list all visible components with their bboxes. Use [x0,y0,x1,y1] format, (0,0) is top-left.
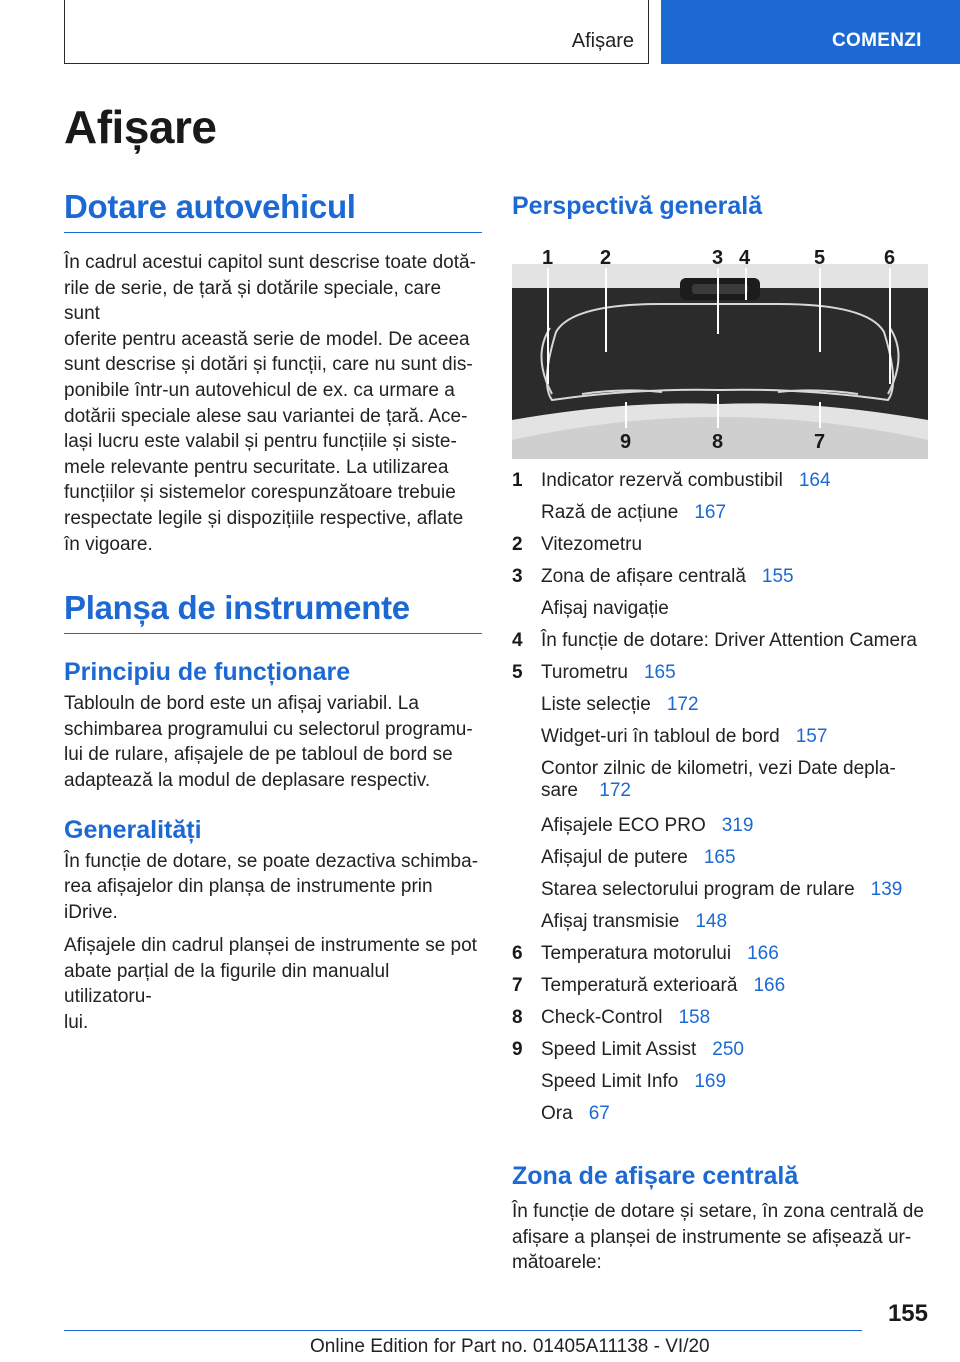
legend-num: 7 [512,975,523,996]
text-line: respectate legile și dispozițiile respective, aflate [64,507,464,529]
text-line: lui de rulare, afișajele de pe tabloul de bord se [64,744,453,766]
legend-num: 9 [512,1039,523,1060]
header-section-box [64,0,649,64]
page-title: Afișare [64,101,217,153]
text-line: rea afișajelor din planșa de instrumente prin [64,876,433,898]
legend-text: Speed Limit Info [541,1071,679,1092]
page-ref-link[interactable]: 155 [761,566,794,587]
legend-text: Indicator rezervă combustibil [541,470,783,491]
callout-5: 5 [814,247,826,269]
page-ref-link[interactable]: 167 [694,502,727,523]
cluster-body [512,288,928,420]
legend-text: Afișajul de putere [541,847,688,868]
text-line: abate parțial de la figurile din manualul utilizatoru‐ [64,960,390,1008]
page-ref-link[interactable]: 165 [643,662,676,683]
text-line: afișare a planșei de instrumente se afișează ur‐ [512,1226,912,1248]
legend-row [512,694,932,726]
legend-text: Starea selectorului program de rulare [541,879,855,900]
legend-num: 3 [512,566,523,587]
legend-num: 8 [512,1007,523,1028]
legend-text: În funcție de dotare: Driver Attention Camera [541,630,917,651]
legend-row [512,502,932,534]
paragraph-principiu [64,691,482,793]
heading-perspectiva: Perspectivă generală [512,192,763,220]
legend-row [512,943,932,975]
left-column [64,188,482,1036]
legend-row [512,534,932,566]
legend-text: Turometru [541,662,628,683]
callout-6: 6 [884,247,896,269]
header-tab-label[interactable]: COMENZI [832,30,922,51]
legend-row [512,662,932,694]
legend-text: Widget-uri în tabloul de bord [541,726,780,747]
legend-row [512,1071,932,1103]
legend-text: Contor zilnic de kilometri, vezi Date depla‐ [541,758,896,779]
page-ref-link[interactable]: 165 [703,847,736,868]
page-ref-link[interactable]: 166 [753,975,786,996]
text-line: lași lucru este valabil și pentru funcțiile și siste‐ [64,431,457,453]
heading-generalitati: Generalități [64,815,202,844]
legend-text: Speed Limit Assist [541,1039,697,1060]
callout-8: 8 [712,431,724,453]
text-line: schimbarea programului cu selectorul programu‐ [64,718,473,740]
text-line: lui. [64,1012,89,1034]
legend-row [512,879,932,911]
legend-row [512,470,932,502]
camera-lens [692,284,748,294]
legend-text: Afișaj transmisie [541,911,680,932]
callout-2: 2 [600,247,612,269]
legend-text: Afișajele ECO PRO [541,815,706,836]
legend-row [512,975,932,1007]
paragraph-generalitati-1 [64,849,482,926]
legend-row [512,1007,932,1039]
heading-plansa: Planșa de instrumente [64,589,482,634]
legend-text: Zona de afișare centrală [541,566,746,587]
legend-text: Afișaj navigație [541,598,669,619]
legend-row [512,598,932,630]
legend-text: Vitezometru [541,534,643,555]
text-line: În funcție de dotare, se poate dezactiva schimba‐ [64,850,479,872]
legend-num: 1 [512,470,523,491]
legend-text-multiline [541,758,896,802]
page-ref-link[interactable]: 250 [712,1039,744,1060]
page-ref-link[interactable]: 139 [870,879,903,900]
callout-1: 1 [542,247,554,269]
legend-row [512,815,932,847]
text-line: funcțiilor și sistemelor corespunzătoare trebuie [64,482,456,504]
legend-row [512,758,932,815]
callout-7: 7 [814,431,826,453]
text-line: mele relevante pentru securitate. La utilizarea [64,456,449,478]
text-line: în vigoare. [64,533,153,555]
legend-text: sare [541,780,578,801]
callout-3: 3 [712,247,724,269]
page-ref-link[interactable]: 164 [798,470,831,491]
legend-row [512,847,932,879]
right-column-heading [512,192,932,221]
legend-num: 2 [512,534,523,555]
legend-num: 6 [512,943,523,964]
heading-principiu: Principiu de funcționare [64,658,351,687]
legend-row [512,726,932,758]
text-line: adaptează la modul de deplasare respectiv. [64,769,431,791]
instrument-cluster-illustration [512,244,928,459]
text-line: sunt descrise și dotări și funcții, care nu sunt dis‐ [64,354,473,376]
paragraph-zona [512,1199,932,1276]
text-line: mătoarele: [512,1252,602,1274]
legend-text: Temperatura motorului [541,943,732,964]
paragraph-generalitati-2 [64,933,482,1035]
paragraph-dotare [64,250,482,557]
legend-text: Temperatură exterioară [541,975,738,996]
zona-section [512,1162,932,1276]
page-ref-link[interactable]: 319 [721,815,754,836]
legend-row [512,1039,932,1071]
legend-row [512,566,932,598]
text-line: În funcție de dotare și setare, în zona centrală de [512,1201,924,1222]
page-number: 155 [887,1300,928,1327]
text-line: În cadrul acestui capitol sunt descrise toate dotă‐ [64,252,476,273]
footer-divider [64,1330,862,1331]
page-ref-link[interactable]: 148 [695,911,728,932]
legend-text: Rază de acțiune [541,502,679,523]
text-line: oferite pentru această serie de model. De aceea [64,328,470,350]
legend-row [512,630,932,662]
page-ref-link[interactable]: 67 [588,1103,610,1124]
heading-zona: Zona de afișare centrală [512,1162,799,1190]
text-line: rile de serie, de țară și dotările speciale, care sunt [64,277,442,325]
page-ref-link[interactable]: 172 [599,780,631,801]
text-line: ponibile într-un autovehicul de ex. ca urmare a [64,379,455,401]
callout-4: 4 [739,247,751,269]
header-section-title: Afișare [571,30,634,52]
text-line: Afișajele din cadrul planșei de instrumente se pot [64,935,477,957]
legend-num: 5 [512,662,523,683]
callout-9: 9 [620,431,632,453]
footer-edition: Online Edition for Part no. 01405A11138 - VI/20 [310,1336,710,1357]
text-line: Tablouln de bord este un afișaj variabil. La [64,693,419,715]
heading-dotare: Dotare autovehicul [64,188,482,233]
legend-list [512,470,932,1135]
text-line: iDrive. [64,901,118,923]
page-ref-link[interactable]: 166 [747,943,779,964]
legend-text: Ora [541,1103,573,1124]
legend-num: 4 [512,630,523,651]
legend-text: Liste selecție [541,694,651,715]
page-ref-link[interactable]: 169 [694,1071,727,1092]
text-line: dotării speciale alese sau variantei de țară. Ace‐ [64,405,468,427]
legend-row [512,911,932,943]
legend-row [512,1103,932,1135]
legend-text: Check-Control [541,1007,663,1028]
page-ref-link[interactable]: 172 [666,694,699,715]
page-ref-link[interactable]: 157 [795,726,828,747]
page-ref-link[interactable]: 158 [678,1007,711,1028]
